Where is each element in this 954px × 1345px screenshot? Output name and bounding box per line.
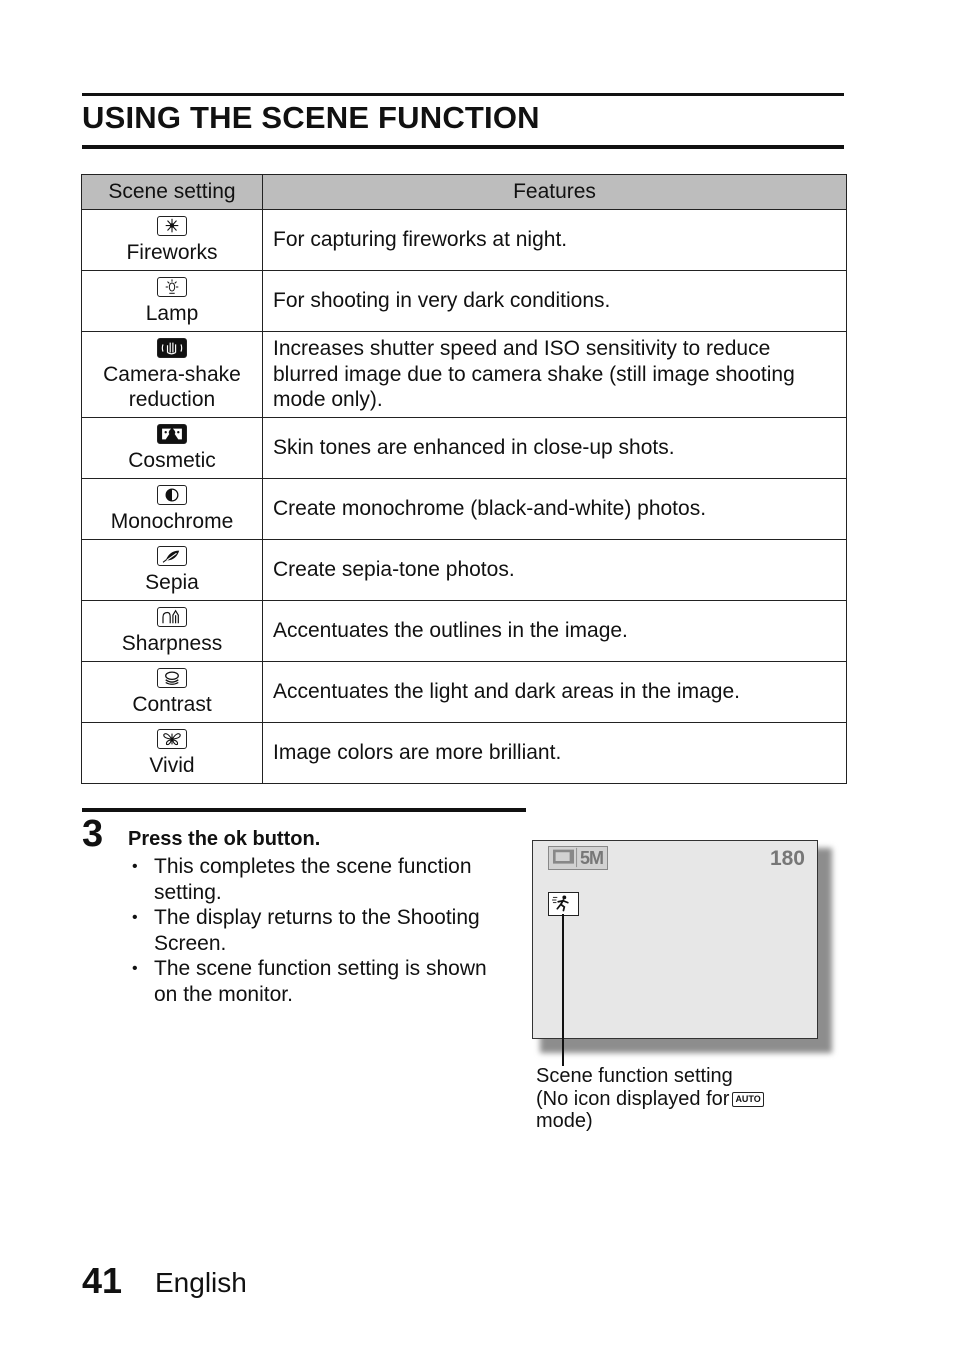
feature-description: Accentuates the light and dark areas in the image. [263, 662, 847, 723]
scene-setting-label: Lamp [145, 302, 199, 325]
step-number: 3 [82, 813, 104, 855]
scene-setting-label: Fireworks [126, 241, 218, 264]
table-row [82, 418, 847, 479]
feature-description: Increases shutter speed and ISO sensitivity to reduce blurred image due to camera shake (still image shooting mode only). [263, 332, 847, 418]
cosmetic-icon [157, 424, 187, 444]
scene-setting-cell [82, 601, 263, 662]
camera-monitor-display [532, 840, 818, 1039]
caption-line: Scene function setting [536, 1065, 733, 1087]
contrast-icon [157, 668, 187, 688]
auto-mode-icon: AUTO [732, 1092, 763, 1107]
step-bullet-list [128, 854, 513, 1007]
sepia-icon [157, 546, 187, 566]
feature-description: Accentuates the outlines in the image. [263, 601, 847, 662]
scene-setting-label: Monochrome [110, 510, 234, 533]
resolution-5m-icon [548, 846, 608, 870]
lamp-icon [157, 277, 187, 297]
monitor-caption [536, 1065, 764, 1133]
fireworks-icon [157, 216, 187, 236]
table-row [82, 723, 847, 784]
column-header-features: Features [263, 175, 847, 210]
scene-setting-cell [82, 418, 263, 479]
scene-setting-label: Sepia [145, 571, 199, 594]
sharpness-icon [157, 607, 187, 627]
scene-setting-label: Cosmetic [128, 449, 216, 472]
title-top-rule [82, 93, 844, 96]
page-language: English [155, 1267, 247, 1298]
table-row [82, 332, 847, 418]
scene-setting-label: Vivid [149, 754, 195, 777]
step-heading: Press the ok button. [128, 828, 321, 850]
scene-setting-cell [82, 540, 263, 601]
feature-description: Skin tones are enhanced in close-up shots. [263, 418, 847, 479]
table-header-row [82, 175, 847, 210]
feature-description: For capturing fireworks at night. [263, 210, 847, 271]
table-row [82, 601, 847, 662]
caption-line: mode) [536, 1110, 593, 1132]
camera-shake-reduction-icon [157, 338, 187, 358]
table-row [82, 540, 847, 601]
scene-setting-cell [82, 210, 263, 271]
scene-setting-cell [82, 332, 263, 418]
column-header-scene-setting: Scene setting [82, 175, 263, 210]
sports-scene-icon [548, 892, 579, 916]
scene-setting-label: Camera-shake reduction [103, 363, 241, 411]
page-number: 41 [82, 1260, 123, 1301]
monochrome-icon [157, 485, 187, 505]
scene-setting-label: Sharpness [121, 632, 223, 655]
step-rule [82, 808, 526, 812]
shots-remaining: 180 [769, 847, 805, 870]
scene-setting-cell [82, 662, 263, 723]
table-row [82, 271, 847, 332]
list-item: • The display returns to the Shooting Screen. [128, 905, 513, 956]
caption-line [536, 1088, 764, 1111]
table-row [82, 479, 847, 540]
vivid-icon [157, 729, 187, 749]
table-row [82, 662, 847, 723]
scene-setting-cell [82, 723, 263, 784]
resolution-label: 5M [580, 848, 604, 868]
title-bottom-rule [82, 145, 844, 149]
callout-line [562, 914, 564, 1066]
table-row [82, 210, 847, 271]
scene-setting-label: Contrast [132, 693, 212, 716]
caption-text: (No icon displayed for [536, 1087, 730, 1110]
scene-setting-cell [82, 479, 263, 540]
feature-description: Image colors are more brilliant. [263, 723, 847, 784]
page-title: USING THE SCENE FUNCTION [82, 100, 540, 135]
feature-description: For shooting in very dark conditions. [263, 271, 847, 332]
list-item: • The scene function setting is shown on the monitor. [128, 956, 513, 1007]
feature-description: Create sepia-tone photos. [263, 540, 847, 601]
scene-settings-table [81, 174, 847, 784]
feature-description: Create monochrome (black-and-white) photos. [263, 479, 847, 540]
list-item: • This completes the scene function setting. [128, 854, 513, 905]
scene-setting-cell [82, 271, 263, 332]
